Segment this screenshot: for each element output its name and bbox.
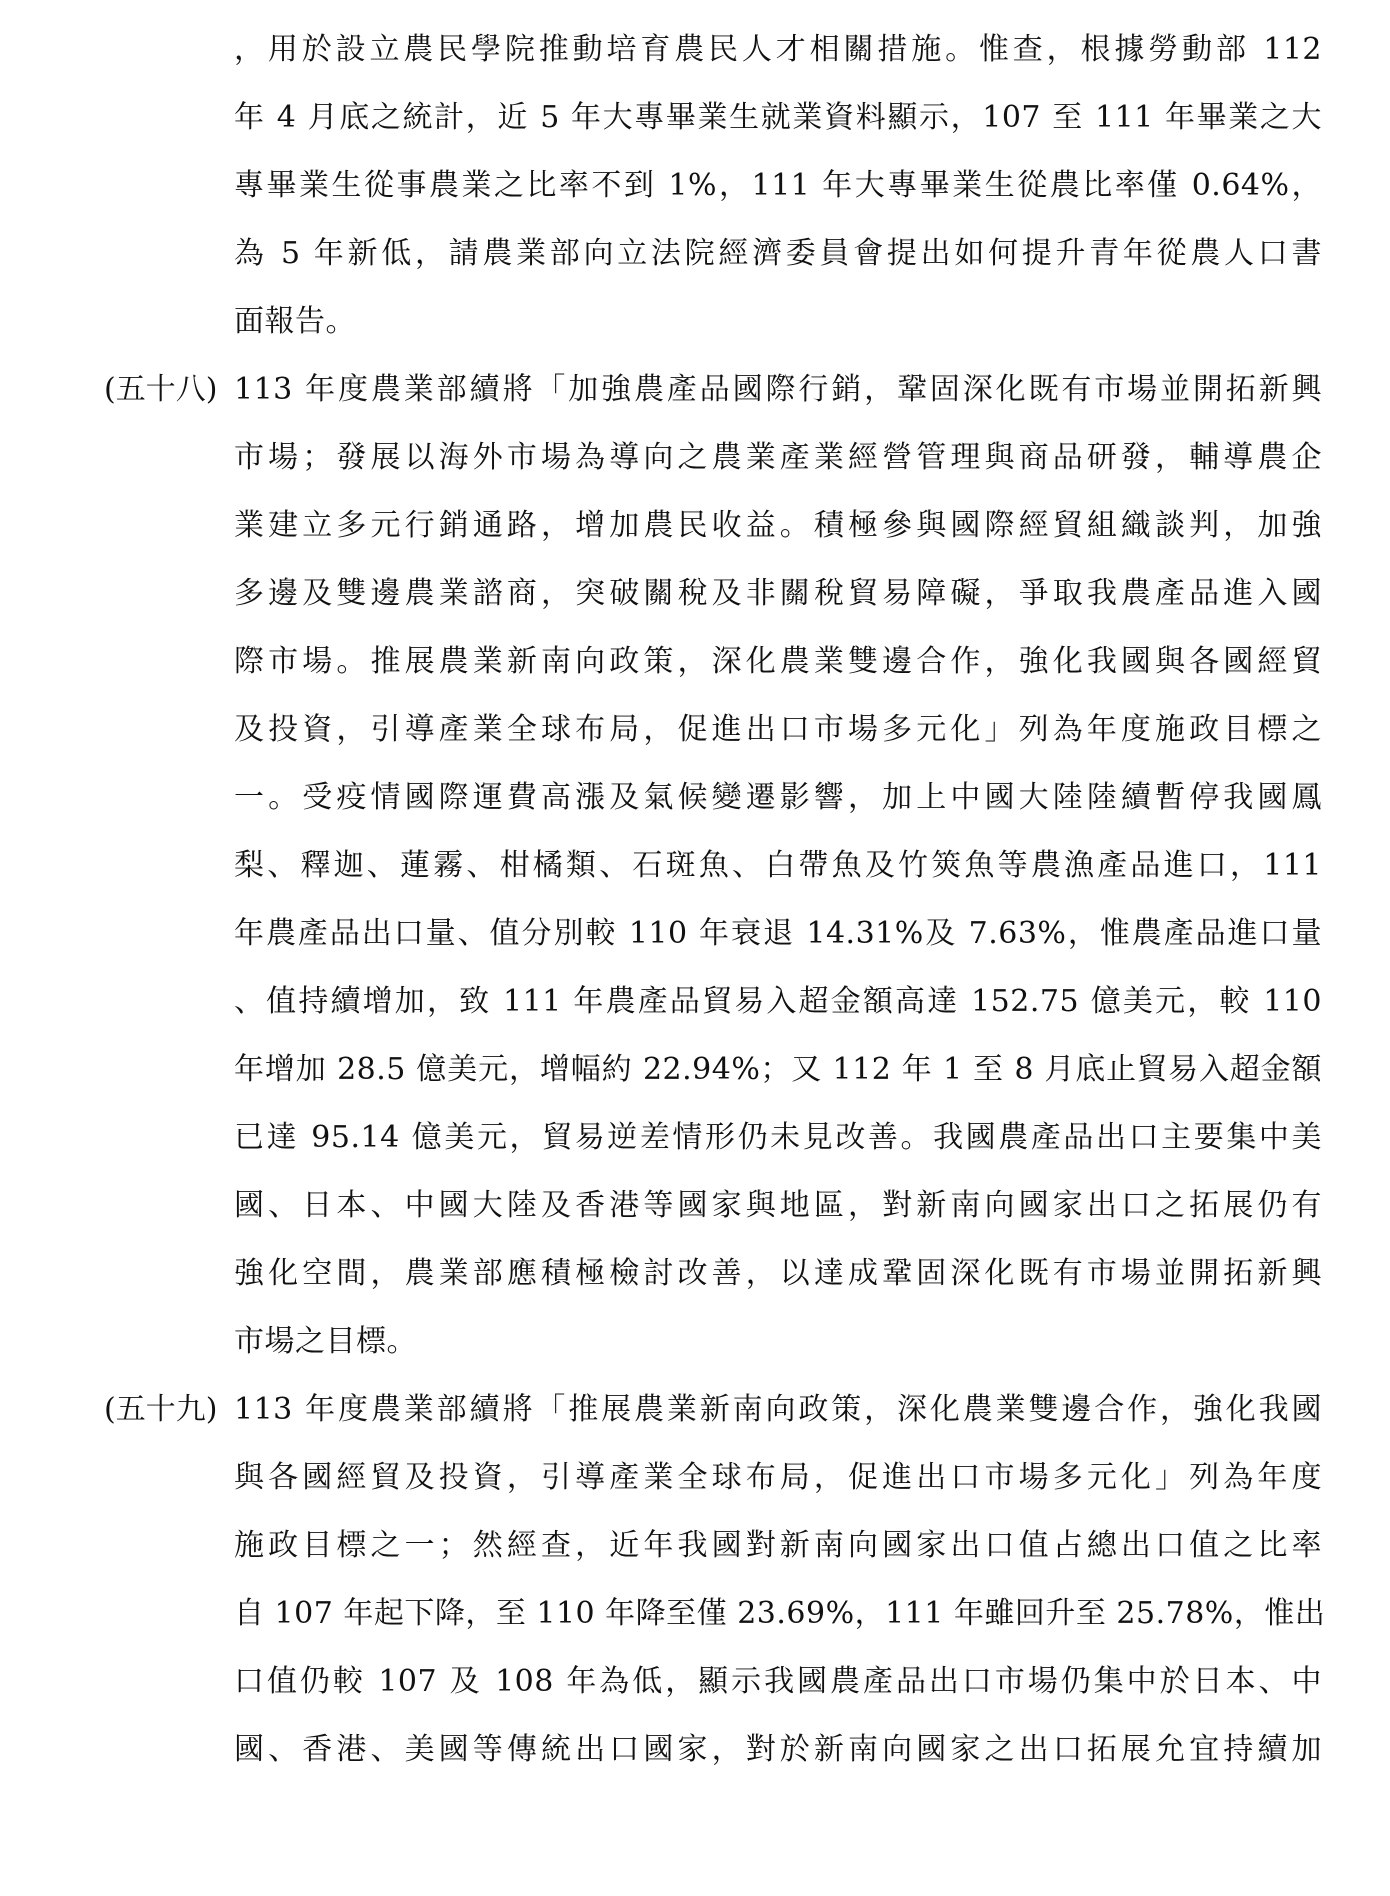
section-marker: (五十八) [104,372,218,407]
paragraph-line: 際市場。推展農業新南向政策，深化農業雙邊合作，強化我國與各國經貿 [234,644,1322,679]
paragraph-line: 為 5 年新低，請農業部向立法院經濟委員會提出如何提升青年從農人口書 [234,236,1322,271]
paragraph-line: 業建立多元行銷通路，增加農民收益。積極參與國際經貿組織談判，加強 [234,508,1322,543]
section-marker: (五十九) [104,1392,218,1427]
paragraph-line: 年農產品出口量、值分別較 110 年衰退 14.31%及 7.63%，惟農產品進口量 [234,916,1322,951]
paragraph-line: 及投資，引導產業全球布局，促進出口市場多元化」列為年度施政目標之 [234,712,1322,747]
paragraph-line: 一。受疫情國際運費高漲及氣候變遷影響，加上中國大陸陸續暫停我國鳳 [234,780,1322,815]
paragraph-line: 年增加 28.5 億美元，增幅約 22.94%；又 112 年 1 至 8 月底止貿易入超金額 [234,1052,1322,1087]
paragraph-line: 多邊及雙邊農業諮商，突破關稅及非關稅貿易障礙，爭取我農產品進入國 [234,576,1322,611]
paragraph-line: 梨、釋迦、蓮霧、柑橘類、石斑魚、白帶魚及竹筴魚等農漁產品進口，111 [234,848,1322,883]
paragraph-line: 國、香港、美國等傳統出口國家，對於新南向國家之出口拓展允宜持續加 [234,1732,1322,1767]
paragraph-line: 、值持續增加，致 111 年農產品貿易入超金額高達 152.75 億美元，較 110 [234,984,1322,1019]
paragraph-line: 面報告。 [234,304,356,339]
paragraph-line: 施政目標之一；然經查，近年我國對新南向國家出口值占總出口值之比率 [234,1528,1322,1563]
paragraph-line: 口值仍較 107 及 108 年為低，顯示我國農產品出口市場仍集中於日本、中 [234,1664,1322,1699]
paragraph-line: 國、日本、中國大陸及香港等國家與地區，對新南向國家出口之拓展仍有 [234,1188,1322,1223]
paragraph-line: 專畢業生從事農業之比率不到 1%，111 年大專畢業生從農比率僅 0.64%， [234,168,1322,203]
paragraph-line: 年 4 月底之統計，近 5 年大專畢業生就業資料顯示，107 至 111 年畢業之大 [234,100,1322,135]
paragraph-line: 強化空間，農業部應積極檢討改善，以達成鞏固深化既有市場並開拓新興 [234,1256,1322,1291]
paragraph-line: 市場；發展以海外市場為導向之農業產業經營管理與商品研發，輔導農企 [234,440,1322,475]
paragraph-line: 與各國經貿及投資，引導產業全球布局，促進出口市場多元化」列為年度 [234,1460,1322,1495]
paragraph-line: 113 年度農業部續將「加強農產品國際行銷，鞏固深化既有市場並開拓新興 [234,372,1322,407]
paragraph-line: ，用於設立農民學院推動培育農民人才相關措施。惟查，根據勞動部 112 [234,32,1322,67]
paragraph-line: 自 107 年起下降，至 110 年降至僅 23.69%，111 年雖回升至 25.78%，惟出 [234,1596,1326,1631]
paragraph-line: 已達 95.14 億美元，貿易逆差情形仍未見改善。我國農產品出口主要集中美 [234,1120,1322,1155]
paragraph-line: 113 年度農業部續將「推展農業新南向政策，深化農業雙邊合作，強化我國 [234,1392,1322,1427]
paragraph-line: 市場之目標。 [234,1324,417,1359]
